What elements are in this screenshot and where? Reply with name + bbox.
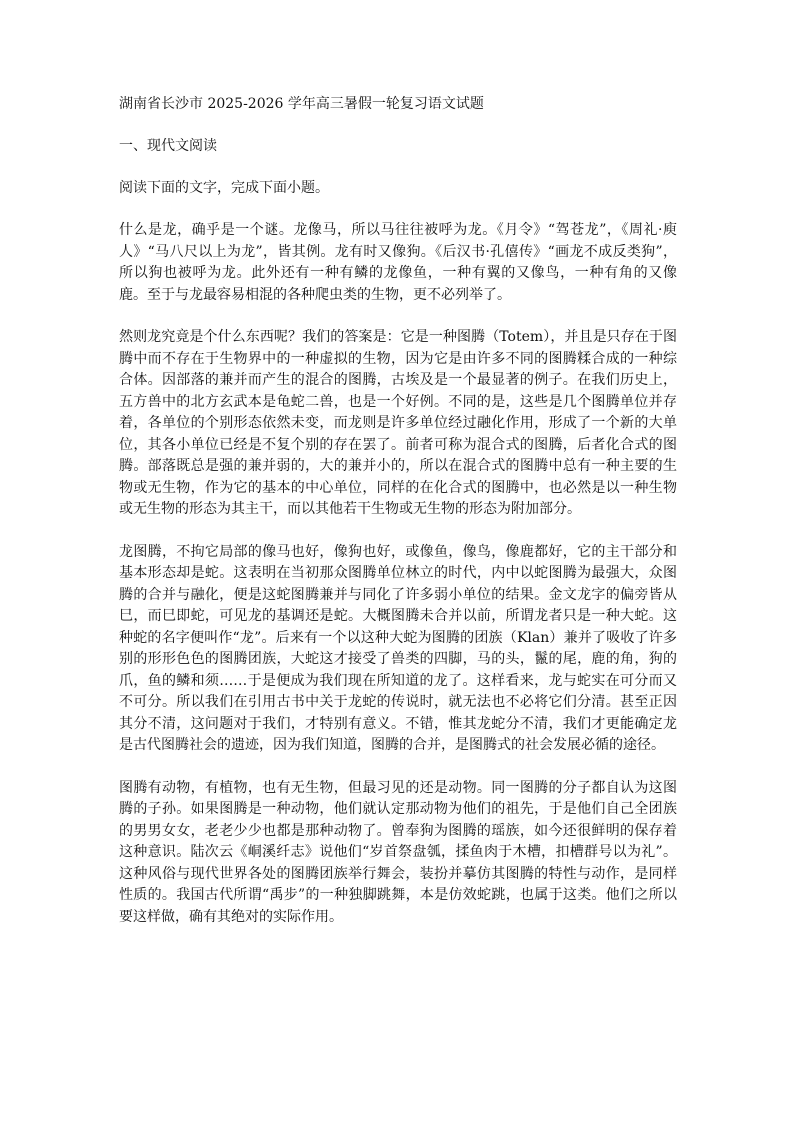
spacer (119, 115, 677, 136)
spacer (119, 306, 677, 327)
paragraph-1: 什么是龙，确乎是一个谜。龙像马，所以马往往被呼为龙。《月令》“驾苍龙”，《周礼·庾人》“马八尺以上为龙”，皆其例。龙有时又像狗。《后汉书·孔僖传》“画龙不成反类狗”，所以狗也被呼为龙。此外还有一种有鳞的龙像鱼，一种有翼的又像鸟，一种有角的又像鹿。至于与龙最容易相混的各种爬虫类的生物，更不必列举了。 (119, 222, 677, 303)
paragraph-3: 龙图腾，不拘它局部的像马也好，像狗也好，或像鱼，像鸟，像鹿都好，它的主干部分和基本形态却是蛇。这表明在当初那众图腾单位林立的时代，内中以蛇图腾为最强大，众图腾的合并与融化，便是这蛇图腾兼并与同化了许多弱小单位的结果。金文龙字的偏旁皆从巳，而巳即蛇，可见龙的基调还是蛇。大概图腾未合并以前，所谓龙者只是一种大蛇。这种蛇的名字便叫作“龙”。后来有一个以这种大蛇为图腾的团族（Klan）兼并了吸收了许多别的形形色色的图腾团族，大蛇这才接受了兽类的四脚，马的头，鬣的尾，鹿的角，狗的爪，鱼的鳞和须……于是便成为我们现在所知道的龙了。这样看来，龙与蛇实在可分而又不可分。所以我们在引用古书中关于龙蛇的传说时，就无法也不必将它们分清。甚至正因其分不清，这问题对于我们，才特别有意义。不错，惟其龙蛇分不清，我们才更能确定龙是古代图腾社会的遗迹，因为我们知道，图腾的合并，是图腾式的社会发展必循的途径。 (119, 543, 677, 753)
spacer (119, 521, 677, 542)
section-heading: 一、现代文阅读 (119, 138, 217, 154)
spacer (119, 199, 677, 220)
spacer (119, 757, 677, 778)
reading-instruction: 阅读下面的文字，完成下面小题。 (119, 180, 329, 196)
document-title: 湖南省长沙市 2025-2026 学年高三暑假一轮复习语文试题 (119, 96, 484, 112)
paragraph-4: 图腾有动物，有植物，也有无生物，但最习见的还是动物。同一图腾的分子都自认为这图腾的子孙。如果图腾是一种动物，他们就认定那动物为他们的祖先，于是他们自己全团族的男男女女，老老少少也都是那种动物了。曾奉狗为图腾的瑶族，如今还很鲜明的保存着这种意识。陆次云《峒溪纤志》说他们“岁首祭盘瓠，揉鱼肉于木槽，扣槽群号以为礼”。这种风俗与现代世界各处的图腾团族举行舞会，装扮并摹仿其图腾的特性与动作，是同样性质的。我国古代所谓“禹步”的一种独脚跳舞，本是仿效蛇跳，也属于这类。他们之所以要这样做，确有其绝对的实际作用。 (119, 779, 677, 925)
document-page (119, 94, 677, 928)
spacer (119, 157, 677, 178)
paragraph-2: 然则龙究竟是个什么东西呢？我们的答案是：它是一种图腾（Totem），并且是只存在于图腾中而不存在于生物界中的一种虚拟的生物，因为它是由许多不同的图腾糅合成的一种综合体。因部落的兼并而产生的混合的图腾，古埃及是一个最显著的例子。在我们历史上，五方兽中的北方玄武本是龟蛇二兽，也是一个好例。不同的是，这些是几个图腾单位并存着，各单位的个别形态依然未变，而龙则是许多单位经过融化作用，形成了一个新的大单位，其各小单位已经是不复个别的存在罢了。前者可称为混合式的图腾，后者化合式的图腾。部落既总是强的兼并弱的，大的兼并小的，所以在混合式的图腾中总有一种主要的生物或无生物，作为它的基本的中心单位，同样的在化合式的图腾中，也必然是以一种生物或无生物的形态为其主干，而以其他若干生物或无生物的形态为附加部分。 (119, 329, 677, 517)
